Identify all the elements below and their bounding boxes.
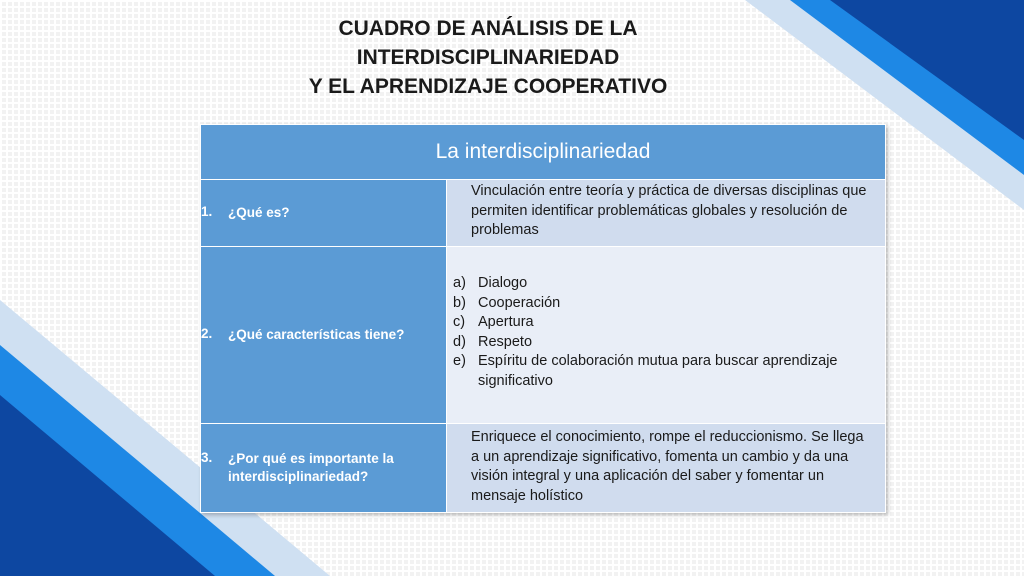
question-cell (201, 180, 447, 247)
table-row (201, 424, 886, 513)
table-header: La interdisciplinariedad (201, 125, 886, 180)
list-letter: c) (453, 314, 466, 330)
page-title (238, 14, 738, 101)
list-text: Apertura (478, 314, 534, 330)
list-text: Cooperación (478, 294, 561, 311)
title-line-1: CUADRO DE ANÁLISIS DE LA (338, 17, 638, 40)
question-number: 2. (201, 326, 213, 341)
list-text: Respeto (478, 333, 533, 350)
table-row (201, 180, 886, 247)
list-item (453, 294, 875, 314)
title-line-2: INTERDISCIPLINARIEDAD (356, 46, 620, 69)
list-text: Espíritu de colaboración mutua para buscar aprendizaje significativo (478, 353, 838, 389)
list-item (453, 313, 875, 333)
question-cell (201, 247, 447, 424)
list-item (453, 274, 875, 294)
question-cell (201, 424, 447, 513)
list-letter: d) (453, 333, 466, 350)
list-item (453, 352, 875, 391)
question-text: ¿Qué es? (228, 205, 290, 220)
question-number: 3. (201, 450, 213, 465)
question-text: ¿Por qué es importante la interdisciplinariedad? (228, 451, 394, 484)
answer-cell: Enriquece el conocimiento, rompe el reduccionismo. Se llega a un aprendizaje significativo, fomenta un cambio y da una visión integral y una aplicación del saber y fomentar un mensaje holístico (447, 424, 886, 513)
table-row (201, 247, 886, 424)
question-text: ¿Qué características tiene? (228, 327, 405, 342)
question-number: 1. (201, 204, 213, 219)
list-text: Dialogo (478, 275, 528, 291)
list-letter: a) (453, 275, 466, 291)
title-line-3: Y EL APRENDIZAJE COOPERATIVO (308, 75, 668, 98)
characteristics-list (453, 251, 875, 391)
answer-cell: Vinculación entre teoría y práctica de diversas disciplinas que permiten identificar problemáticas globales y resolución de problemas (447, 180, 886, 247)
answer-cell (447, 247, 886, 424)
list-letter: e) (453, 353, 466, 369)
list-letter: b) (453, 294, 466, 311)
analysis-table (200, 124, 886, 513)
list-item (453, 333, 875, 353)
